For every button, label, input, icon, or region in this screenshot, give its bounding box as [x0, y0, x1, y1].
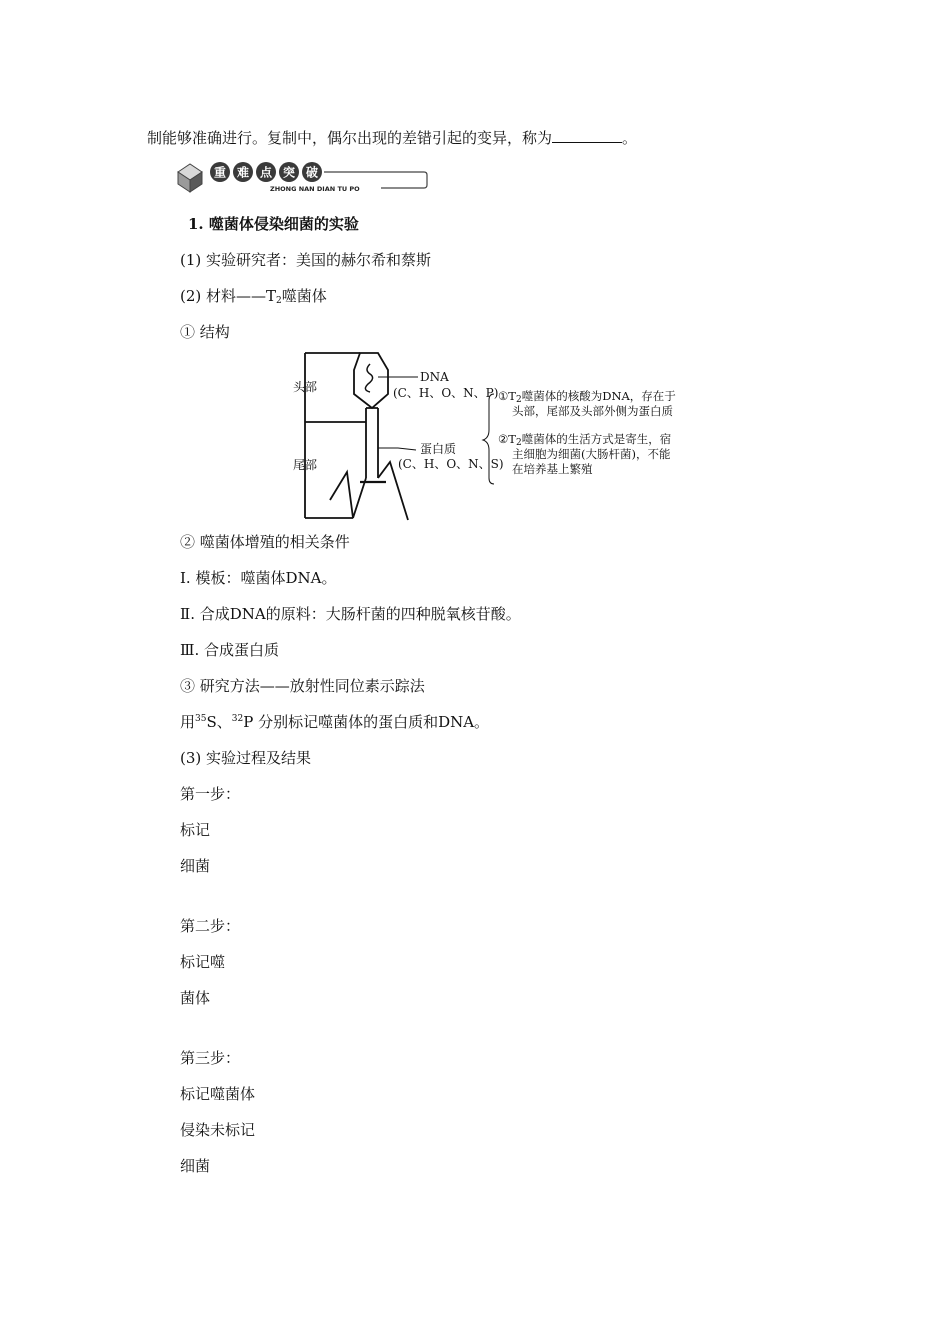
top-line-text: 制能够准确进行。复制中，偶尔出现的差错引起的变异，称为 — [147, 129, 553, 147]
dna-elements: (C、H、O、N、P) — [393, 386, 499, 400]
step3-line-c: 细菌 — [180, 1157, 211, 1175]
step2-line-a: 标记噬 — [180, 953, 226, 971]
section-banner — [176, 160, 428, 194]
item2-sub: 2 — [276, 296, 282, 306]
step3-title: 第三步： — [180, 1049, 241, 1067]
banner-pinyin: ZHONG NAN DIAN TU PO — [270, 185, 360, 193]
step1-title: 第一步： — [180, 785, 241, 803]
step2-title: 第二步： — [180, 917, 241, 935]
banner-char: 难 — [236, 165, 250, 180]
condition-3: Ⅲ. 合成蛋白质 — [180, 641, 280, 659]
condition-1: Ⅰ. 模板：噬菌体DNA。 — [180, 569, 337, 587]
protein-label: 蛋白质 — [420, 442, 457, 456]
tail-label: 尾部 — [293, 458, 318, 472]
note1-line2: 头部，尾部及头部外侧为蛋白质 — [512, 404, 673, 418]
item2-text — [180, 286, 327, 306]
step1-line-a: 标记 — [180, 821, 211, 839]
protein-elements: (C、H、O、N、S) — [398, 457, 504, 471]
item2-suffix: 噬菌体 — [281, 287, 327, 305]
banner-char: 突 — [282, 165, 296, 180]
item1-text: (1) 实验研究者：美国的赫尔希和蔡斯 — [180, 251, 432, 269]
dna-label: DNA — [420, 370, 449, 384]
method-title: ③ 研究方法——放射性同位素示踪法 — [180, 677, 425, 695]
process-title: (3) 实验过程及结果 — [180, 749, 312, 767]
note2-line2: 主细胞为细菌(大肠杆菌)，不能 — [512, 447, 671, 461]
head-label: 头部 — [293, 380, 318, 394]
structure-label: ① 结构 — [180, 323, 230, 341]
top-line-end: 。 — [622, 129, 638, 147]
section1-title: 1. 噬菌体侵染细菌的实验 — [188, 215, 359, 233]
item2-prefix: (2) 材料——T — [180, 287, 277, 305]
method-text: 用$^{35}$S、$^{32}$P 分别标记噬菌体的蛋白质和DNA。 — [180, 713, 490, 731]
note2-line3: 在培养基上繁殖 — [512, 462, 593, 476]
banner-graphic — [176, 160, 428, 194]
step3-line-a: 标记噬菌体 — [180, 1085, 256, 1103]
banner-char: 破 — [305, 165, 319, 180]
banner-char: 点 — [259, 165, 273, 180]
phage-diagram — [290, 350, 700, 522]
condition-2: Ⅱ. 合成DNA的原料：大肠杆菌的四种脱氧核苷酸。 — [180, 605, 521, 623]
step3-line-b: 侵染未标记 — [180, 1121, 256, 1139]
conditions-title: ② 噬菌体增殖的相关条件 — [180, 533, 350, 551]
step2-line-b: 菌体 — [180, 989, 211, 1007]
note1-line1: $①T_2$噬菌体的核酸为DNA，存在于 — [498, 389, 676, 405]
step1-line-b: 细菌 — [180, 857, 211, 875]
top-line — [147, 128, 637, 148]
banner-char: 重 — [213, 165, 227, 180]
answer-blank[interactable] — [552, 128, 622, 143]
note2-line1: $②T_2$噬菌体的生活方式是寄生，宿 — [498, 432, 672, 448]
